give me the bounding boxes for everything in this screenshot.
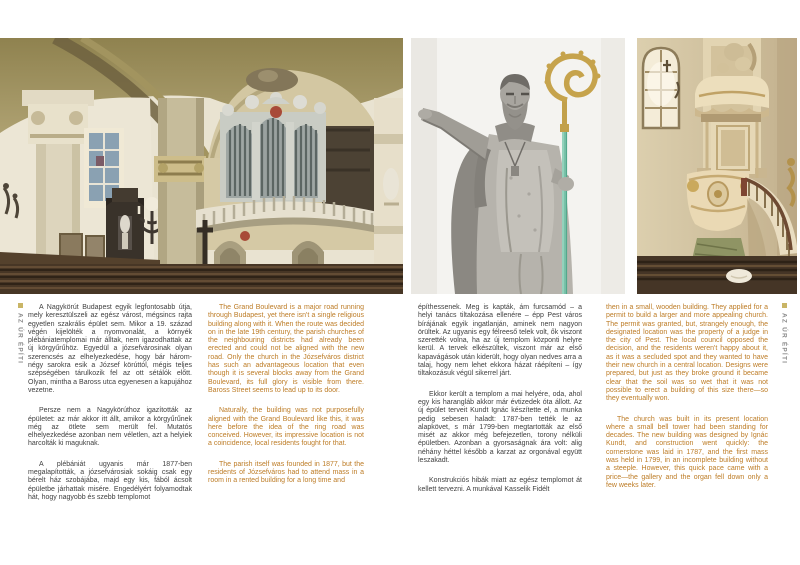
right-margin bbox=[777, 303, 791, 364]
church-interior-illustration bbox=[0, 38, 403, 294]
section-label-vertical: AZ ÚR ÉPÍTI bbox=[16, 313, 24, 365]
paragraph: Naturally, the building was not purposefully aligned with the Grand Boulevard like this, it was here before the idea of the ring road was conceived. However, its impressive location is not a coincidence, local residents fought for that. bbox=[208, 407, 364, 448]
left-margin bbox=[13, 303, 27, 364]
photo-church-interior bbox=[0, 38, 403, 294]
saint-statue-illustration bbox=[411, 38, 625, 294]
section-label-vertical: AZ ÚR ÉPÍTI bbox=[780, 313, 788, 365]
text-column-3-hungarian bbox=[418, 304, 582, 506]
paragraph: építhessenek. Meg is kapták, ám furcsamód – a helyi tanács tiltakozása ellenére – épp Pest város bírájának egyik ingatlanján, aminek nem nagyon örültek. Az ugyanis egy félreeső telek volt, ők viszont szerették volna, ha az új templom központi helyre kerül. A tervek elkészültek, viszont már az első kapavágások után kiderült, hogy olyan nedves arra a talaj, hogy nem lehet ekkora házat ráépíteni – így tiltakozásuk végül sikerrel járt. bbox=[418, 304, 582, 378]
text-column-2-english bbox=[208, 304, 364, 498]
paragraph: A plébániát ugyanis már 1877-ben megalapították, a józsefvárosiak sokáig csak egy bérelt ház szobájába, majd egy kis, fából ácsolt épületbe járhattak misére. Engedélyért folyamodtak hát, hogy nagyobb és szebb templomot bbox=[28, 460, 192, 501]
photo-saint-statue bbox=[411, 38, 625, 294]
section-marker-icon bbox=[782, 303, 787, 308]
paragraph: The parish itself was founded in 1877, but the residents of Józsefváros had to attend mass in a room in a rented building for a long time and bbox=[208, 460, 364, 485]
paragraph: Ekkor került a templom a mai helyére, oda, ahol egy kis harangláb akkor már évtizedek óta állott. Az új épület terveit Kundt Ignác készítette el, a munka pedig sebesen haladt: 1787-ben tették le az alapkövet, s már 1799-ben megtartották az első misét az akkor még befejezetlen, torony nélküli épületben. Azonban a gyorsaságnak ára volt: alig néhány héttel később a karzat az orgonával együtt leszakadt. bbox=[418, 390, 582, 465]
section-marker-icon bbox=[18, 303, 23, 308]
paragraph: then in a small, wooden building. They applied for a permit to build a larger and more appealing church. The permit was granted, but, strangely enough, the designated location was the property of a judge in the city of Pest. The local council opposed the decision, and the residents weren't happy about it, as it was a secluded spot and they wanted to have their new church in a central location. Designs were prepared, but just as they broke ground it became clear that the soil was so wet that it was not possible to erect a building of this size there—so they eventually won. bbox=[606, 304, 768, 403]
paragraph: The church was built in its present location where a small bell tower had been standing for decades. The new building was designed by Ignác Kundt, and construction went quickly: the cornerstone was laid in 1787, and the first mass was held in 1799, in an incomplete building without a steeple. However, this quick pace came with a price—the gallery and the organ fell down only a few weeks later. bbox=[606, 415, 768, 489]
paragraph: Konstrukciós hibák miatt az egész templomot át kellett tervezni. A munkával Kasselik Fidélt bbox=[418, 477, 582, 493]
photo-pulpit bbox=[637, 38, 797, 294]
text-column-4-english bbox=[606, 304, 768, 502]
text-column-1-hungarian bbox=[28, 304, 192, 514]
pulpit-illustration bbox=[637, 38, 797, 294]
paragraph: A Nagykörút Budapest egyik legfontosabb útja, mely keresztülszeli az egész várost, mégsincs rajta egyetlen szakrális épület sem. Mikor a 19. század végén kijelölték a nyomvonalát, a környék plébániatemplomai már álltak, nem igazodhattak az új körgyűrűhöz. Egyedül a józsefvárosinak olyan szerencsés az elhelyezkedése, hogy bár három-négy sarokra esik a József körúttól, mégis teljes szépségében tárulkozik fel az ott sétálók előtt. Olyan, mintha a Baross utca egyenesen a kapujához vezetne. bbox=[28, 304, 192, 394]
paragraph: The Grand Boulevard is a major road running through Budapest, yet there isn't a single religious building along with it. When the route was decided on in the late 19th century, the parish churches of the neighbouring districts had already been erected and could not be aligned with the new road. Only the church in the Józsefváros district has such an advantageous location that even though it is several blocks away from the Grand Boulevard, its full glory is visible from there. Baross Street seems to lead up to its door. bbox=[208, 304, 364, 394]
paragraph: Persze nem a Nagykörúthoz igazították az épületet: az már akkor itt állt, amikor a körgyűrűnek még az ötlete sem merült fel. Mutatós elhelyezkedése azonban nem véletlen, azt a helyiek harcolták ki maguknak. bbox=[28, 407, 192, 448]
